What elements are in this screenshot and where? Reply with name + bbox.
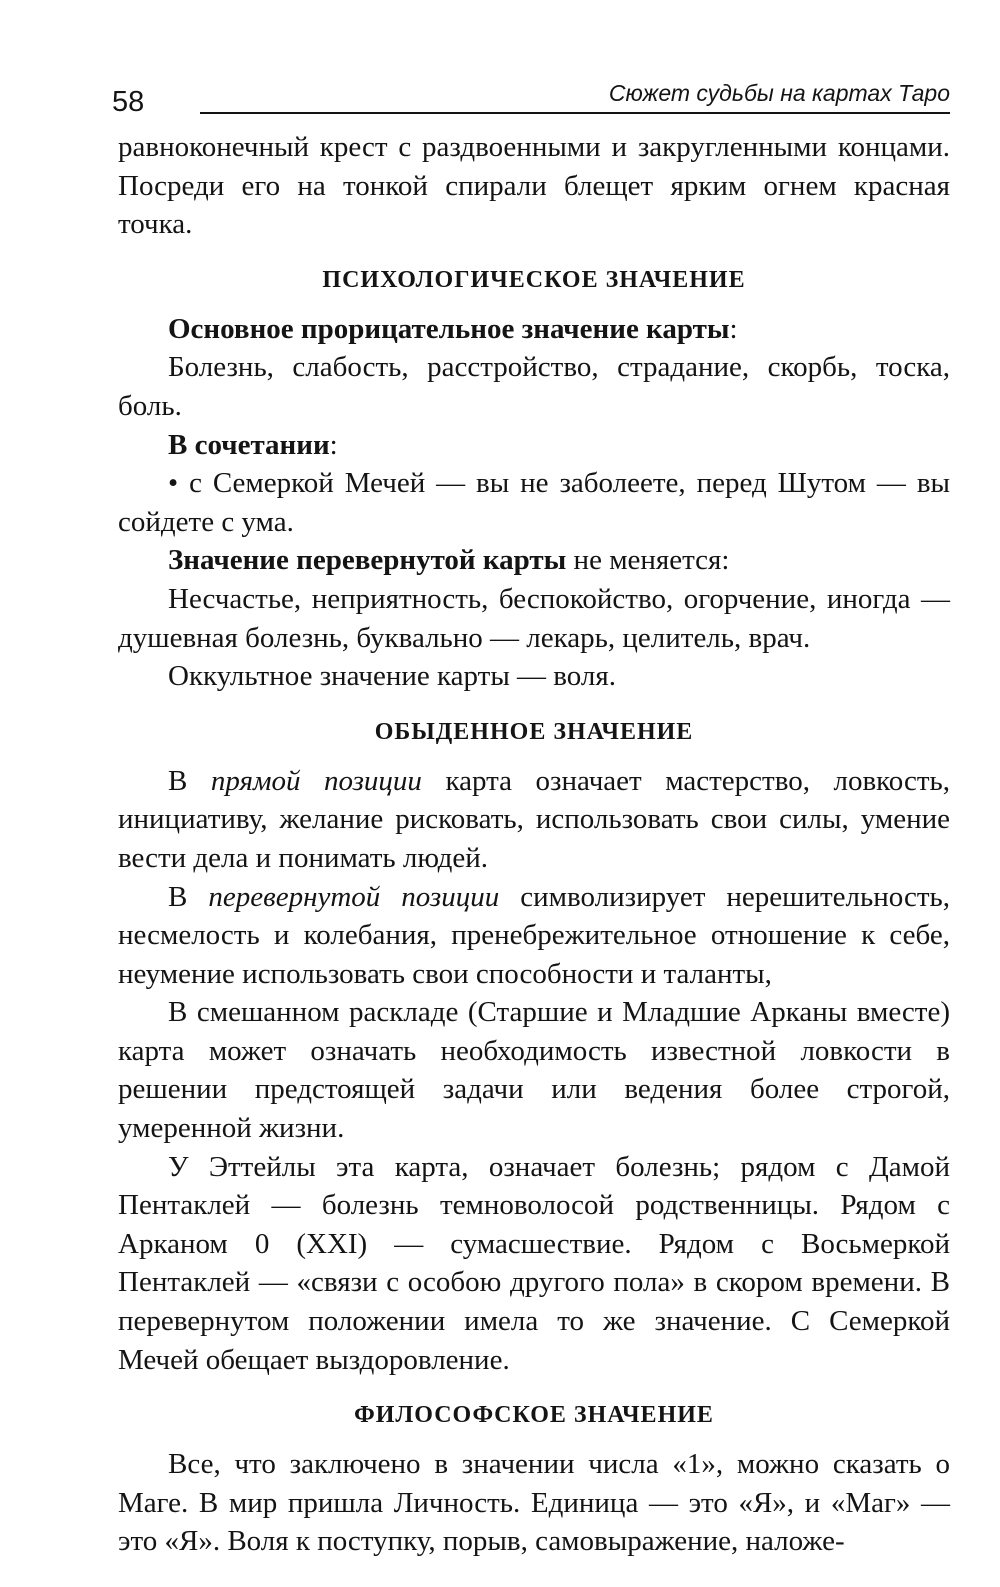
paragraph-inverted <box>118 878 950 994</box>
page-number: 58 <box>112 86 145 118</box>
label-combination: В сочетании: <box>168 428 338 461</box>
paragraph-upright-b: карта означает мастерство, ловкость, инициативу, желание рисковать, использовать свои силы, умение вести дела и понимать людей. <box>118 764 951 874</box>
paragraph-etteilla: У Эттейлы эта карта, означает болезнь; рядом с Дамой Пентаклей — болезнь темноволосой родственницы. Рядом с Арканом 0 (XXI) — сумасшествие. Рядом с Восьмеркой Пентаклей — «связи с особою другого пола» в скором времени. В перевернутом положении имела то же значение. С Семеркой Мечей обещает выздоровление. <box>118 1150 950 1376</box>
paragraph-continued: равноконечный крест с раздвоенными и закругленными концами. Посреди его на тонкой спирали блещет ярким огнем красная точка. <box>118 131 950 241</box>
paragraph-combination: • с Семеркой Мечей — вы не заболеете, перед Шутом — вы сойдете с ума. <box>118 467 950 538</box>
heading-philosophical: ФИЛОСОФСКОЕ ЗНАЧЕНИЕ <box>354 1402 714 1429</box>
label-reversed <box>118 541 950 580</box>
paragraph-inverted-b: символизирует нерешительность, несмелость и колебания, пренебрежительное отношение к себе, неумение использовать свои способности и таланты, <box>118 880 951 990</box>
paragraph-upright-italic: прямой позиции <box>210 764 422 797</box>
label-combination-text: В сочетании <box>168 428 330 461</box>
heading-everyday: ОБЫДЕННОЕ ЗНАЧЕНИЕ <box>374 718 694 745</box>
running-title: Сюжет судьбы на картах Таро <box>608 80 950 106</box>
paragraph-main-meaning: Болезнь, слабость, расстройство, страдание, скорбь, тоска, боль. <box>118 351 950 422</box>
paragraph-upright <box>118 762 950 878</box>
paragraph-mixed-spread: В смешанном раскладе (Старшие и Младшие Арканы вместе) карта может означать необходимость известной ловкости в решении предстоящей задачи или ведения более строгой, умеренной жизни. <box>118 996 950 1145</box>
label-reversed-text: Значение перевернутой карты <box>168 544 567 577</box>
label-main-meaning-text: Основное прорицательное значение карты <box>168 312 730 345</box>
paragraph-occult: Оккультное значение карты — воля. <box>168 660 616 693</box>
paragraph-upright-a: В <box>168 764 188 797</box>
heading-psychological: ПСИХОЛОГИЧЕСКОЕ ЗНАЧЕНИЕ <box>322 266 746 293</box>
page-header <box>112 78 950 122</box>
paragraph-philosophical: Все, что заключено в значении числа «1», можно сказать о Маге. В мир пришла Личность. Единица — это «Я», и «Маг» — это «Я». Воля к поступку, порыв, самовыражение, наложе- <box>118 1448 950 1558</box>
page-body <box>118 128 950 1561</box>
label-main-meaning: Основное прорицательное значение карты: <box>168 312 738 345</box>
paragraph-reversed: Несчастье, неприятность, беспокойство, огорчение, иногда — душевная болезнь, буквально — лекарь, целитель, врач. <box>118 582 950 654</box>
paragraph-inverted-italic: перевернутой позиции <box>208 880 500 913</box>
label-reversed-rest: не меняется: <box>573 544 730 577</box>
header-rule <box>200 112 950 114</box>
paragraph-inverted-a: В <box>168 880 188 913</box>
